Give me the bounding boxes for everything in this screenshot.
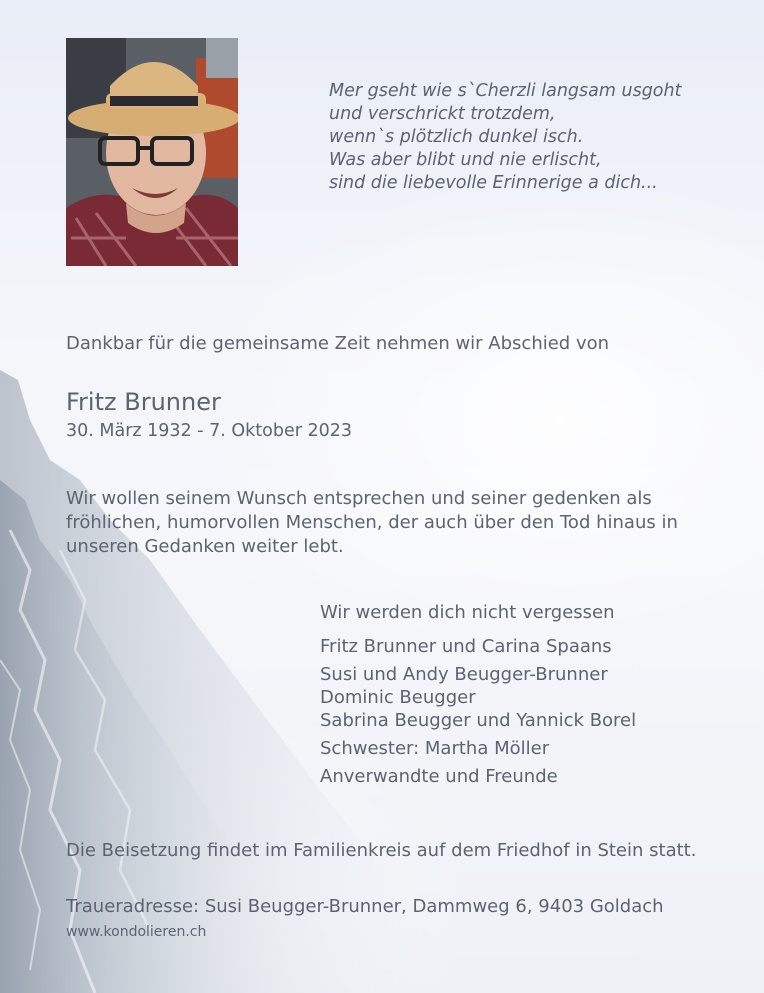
deceased-name: Fritz Brunner — [66, 388, 221, 416]
mourner-name: Anverwandte und Freunde — [320, 766, 558, 787]
wish-line: unseren Gedanken weiter lebt. — [66, 536, 344, 557]
poem-line: sind die liebevolle Erinnerige a dich... — [329, 173, 658, 193]
mourner-name: Sabrina Beugger und Yannick Borel — [320, 710, 637, 731]
mourner-name: Susi und Andy Beugger-Brunner — [320, 664, 608, 685]
website-link[interactable]: www.kondolieren.ch — [66, 924, 207, 940]
poem-line: und verschrickt trotzdem, — [329, 104, 556, 124]
life-dates: 30. März 1932 - 7. Oktober 2023 — [66, 421, 353, 441]
mourner-name: Fritz Brunner und Carina Spaans — [320, 636, 612, 657]
memorial-poem — [329, 80, 681, 195]
mourner-name: Dominic Beugger — [320, 687, 476, 708]
burial-notice: Die Beisetzung findet im Familienkreis auf dem Friedhof in Stein statt. — [66, 840, 697, 861]
portrait-photo — [66, 38, 238, 266]
wish-paragraph — [66, 487, 678, 559]
mourners-heading: Wir werden dich nicht vergessen — [320, 602, 615, 623]
poem-line: Mer gseht wie s`Cherzli langsam usgoht — [329, 81, 682, 101]
poem-line: Was aber blibt und nie erlischt, — [329, 150, 602, 170]
poem-line: wenn`s plötzlich dunkel isch. — [329, 127, 584, 147]
wish-line: fröhlichen, humorvollen Menschen, der auch über den Tod hinaus in — [66, 512, 678, 533]
mourning-address: Traueradresse: Susi Beugger-Brunner, Dammweg 6, 9403 Goldach — [66, 896, 664, 917]
farewell-intro: Dankbar für die gemeinsame Zeit nehmen wir Abschied von — [66, 333, 610, 354]
wish-line: Wir wollen seinem Wunsch entsprechen und seiner gedenken als — [66, 488, 652, 509]
mourner-name: Schwester: Martha Möller — [320, 738, 550, 759]
